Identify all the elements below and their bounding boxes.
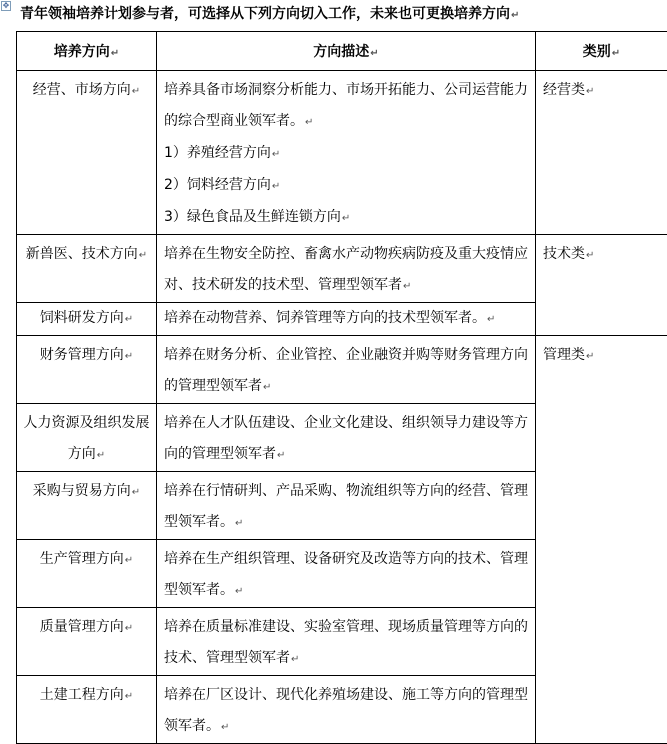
- table-row: [17, 71, 667, 235]
- table-row: [17, 235, 667, 303]
- cell-category: 管理类↵: [536, 336, 667, 744]
- cell-description: 培养具备市场洞察分析能力、市场开拓能力、公司运营能力的综合型商业领军者。↵ 1）养殖经营方向↵ 2）饲料经营方向↵ 3）绿色食品及生鲜连锁方向↵: [157, 71, 536, 235]
- cell-category: 经营类↵: [536, 71, 667, 235]
- cell-direction: 土建工程方向↵: [17, 676, 157, 744]
- cell-description: 培养在质量标准建设、实验室管理、现场质量管理等方向的技术、管理型领军者↵: [157, 608, 536, 676]
- table-move-handle-icon[interactable]: ✥: [1, 1, 11, 11]
- cell-direction: 财务管理方向↵: [17, 336, 157, 404]
- header-direction: 培养方向↵: [17, 32, 157, 71]
- cell-direction: 采购与贸易方向↵: [17, 472, 157, 540]
- cell-category: 技术类↵: [536, 235, 667, 336]
- cell-direction: 饲料研发方向↵: [17, 303, 157, 336]
- cell-direction: 质量管理方向↵: [17, 608, 157, 676]
- cell-description: 培养在财务分析、企业管控、企业融资并购等财务管理方向的管理型领军者↵: [157, 336, 536, 404]
- document-title: 青年领袖培养计划参与者，可选择从下列方向切入工作，未来也可更换培养方向↵: [20, 3, 519, 23]
- table-header-row: [17, 32, 667, 71]
- cell-description: 培养在厂区设计、现代化养殖场建设、施工等方向的管理型领军者。↵: [157, 676, 536, 744]
- cell-description: 培养在生产组织管理、设备研究及改造等方向的技术、管理型领军者。↵: [157, 540, 536, 608]
- cell-description: 培养在动物营养、饲养管理等方向的技术型领军者。↵: [157, 303, 536, 336]
- cell-description: 培养在行情研判、产品采购、物流组织等方向的经营、管理型领军者。↵: [157, 472, 536, 540]
- cell-direction: 新兽医、技术方向↵: [17, 235, 157, 303]
- cell-description: 培养在生物安全防控、畜禽水产动物疾病防疫及重大疫情应对、技术研发的技术型、管理型领军者↵: [157, 235, 536, 303]
- table-row: [17, 336, 667, 404]
- cell-description: 培养在人才队伍建设、企业文化建设、组织领导力建设等方向的管理型领军者↵: [157, 404, 536, 472]
- training-directions-table: [16, 31, 667, 744]
- header-category: 类别↵: [536, 32, 667, 71]
- cell-direction: 生产管理方向↵: [17, 540, 157, 608]
- header-description: 方向描述↵: [157, 32, 536, 71]
- cell-direction: 人力资源及组织发展方向↵: [17, 404, 157, 472]
- cell-direction: 经营、市场方向↵: [17, 71, 157, 235]
